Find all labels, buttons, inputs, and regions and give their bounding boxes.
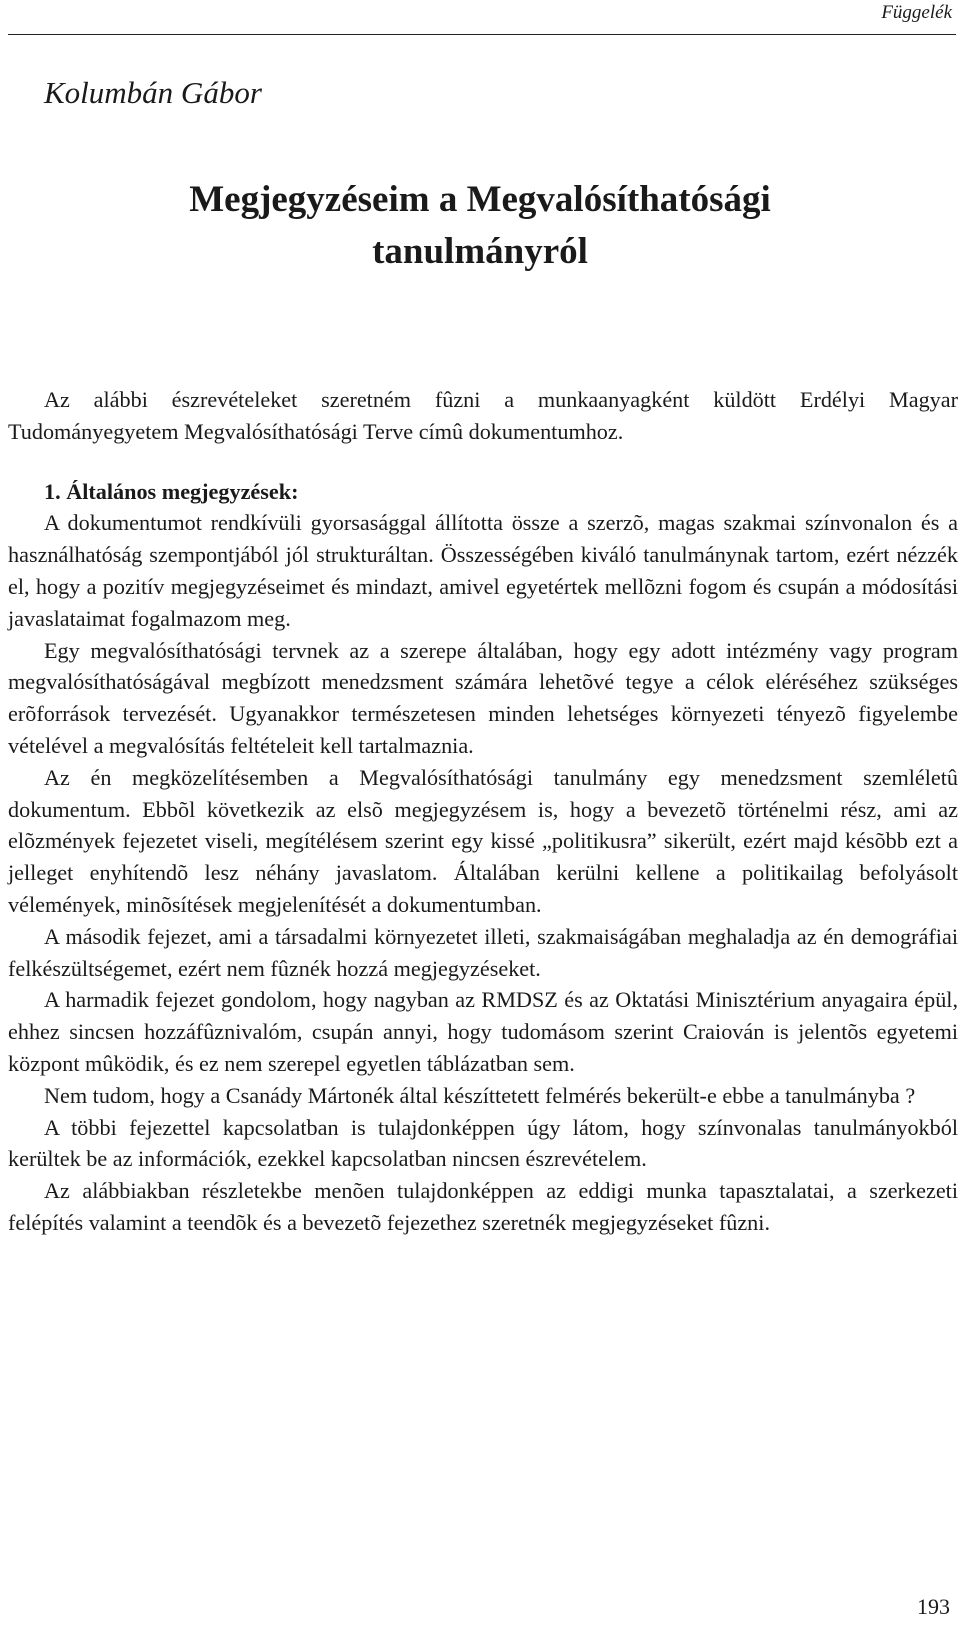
running-header: Függelék bbox=[881, 2, 952, 23]
body-paragraph: A többi fejezettel kapcsolatban is tulajdonképpen úgy látom, hogy színvonalas tanulmányokból kerültek be az információk, ezekkel kapcsolatban nincsen észrevételem. bbox=[8, 1114, 958, 1172]
section-heading: 1. Általános megjegyzések: bbox=[44, 478, 299, 504]
intro-paragraph: Az alábbi észrevételeket szeretném fûzni a munkaanyagként küldött Erdélyi Magyar Tudományegyetem Megvalósíthatósági Terve címû dokumentumhoz. bbox=[8, 387, 958, 444]
document-title bbox=[0, 174, 960, 278]
author-name: Kolumbán Gábor bbox=[44, 75, 262, 110]
header-rule bbox=[8, 34, 956, 35]
body-paragraph: A harmadik fejezet gondolom, hogy nagyban az RMDSZ és az Oktatási Minisztérium anyagaira épül, ehhez sincsen hozzáfûznivalóm, csupán annyi, hogy tudomásom szerint Craiován is jelentõs egyetemi központ mûködik, és ez nem szerepel egyetlen táblázatban sem. bbox=[8, 987, 958, 1076]
body-paragraph: A dokumentumot rendkívüli gyorsasággal állította össze a szerzõ, magas szakmai színvonalon és a használhatóság szempontjából jól strukturáltan. Összességében kiváló tanulmánynak tartom, ezért nézzék el, hogy a pozitív megjegyzéseimet és mindazt, amivel egyetértek mellõzni fogom és csupán a módosítási javaslataimat fogalmazom meg. bbox=[8, 510, 958, 631]
body-paragraph: A második fejezet, ami a társadalmi környezetet illeti, szakmaiságában meghaladja az én demográfiai felkészültségemet, ezért nem fûznék hozzá megjegyzéseket. bbox=[8, 923, 958, 981]
document-body bbox=[8, 384, 958, 1239]
body-paragraph: Az alábbiakban részletekbe menõen tulajdonképpen az eddigi munka tapasztalatai, a szerkezeti felépítés valamint a teendõk és a bevezetõ fejezethez szeretnék megjegyzéseket fûzni. bbox=[8, 1178, 958, 1235]
body-paragraph: Egy megvalósíthatósági tervnek az a szerepe általában, hogy egy adott intézmény vagy program megvalósíthatóságával megbízott menedzsment számára lehetõvé tegye a célok eléréséhez szükséges erõforrások tervezését. Ugyanakkor természetesen minden lehetséges környezeti tényezõ figyelembe vételével a megvalósítás feltételeit kell tartalmaznia. bbox=[8, 637, 958, 758]
page-number: 193 bbox=[917, 1594, 950, 1619]
title-line-2: tanulmányról bbox=[372, 231, 588, 272]
body-paragraph: Nem tudom, hogy a Csanády Mártonék által készíttetett felmérés bekerült-e ebbe a tanulmányba ? bbox=[44, 1082, 916, 1108]
title-line-1: Megjegyzéseim a Megvalósíthatósági bbox=[189, 179, 771, 220]
body-paragraph: Az én megközelítésemben a Megvalósíthatósági tanulmány egy menedzsment szemléletû dokumentum. Ebbõl következik az elsõ megjegyzésem is, hogy a bevezetõ történelmi rész, ami az elõzmények fejezetet viseli, megítélésem szerint egy kissé „politikusra” sikerült, ezért majd késõbb ezt a jelleget enyhítendõ lesz néhány javaslatom. Általában kerülni kellene a politikailag befolyásolt vélemények, minõsítések megjelenítését a dokumentumban. bbox=[8, 764, 958, 917]
